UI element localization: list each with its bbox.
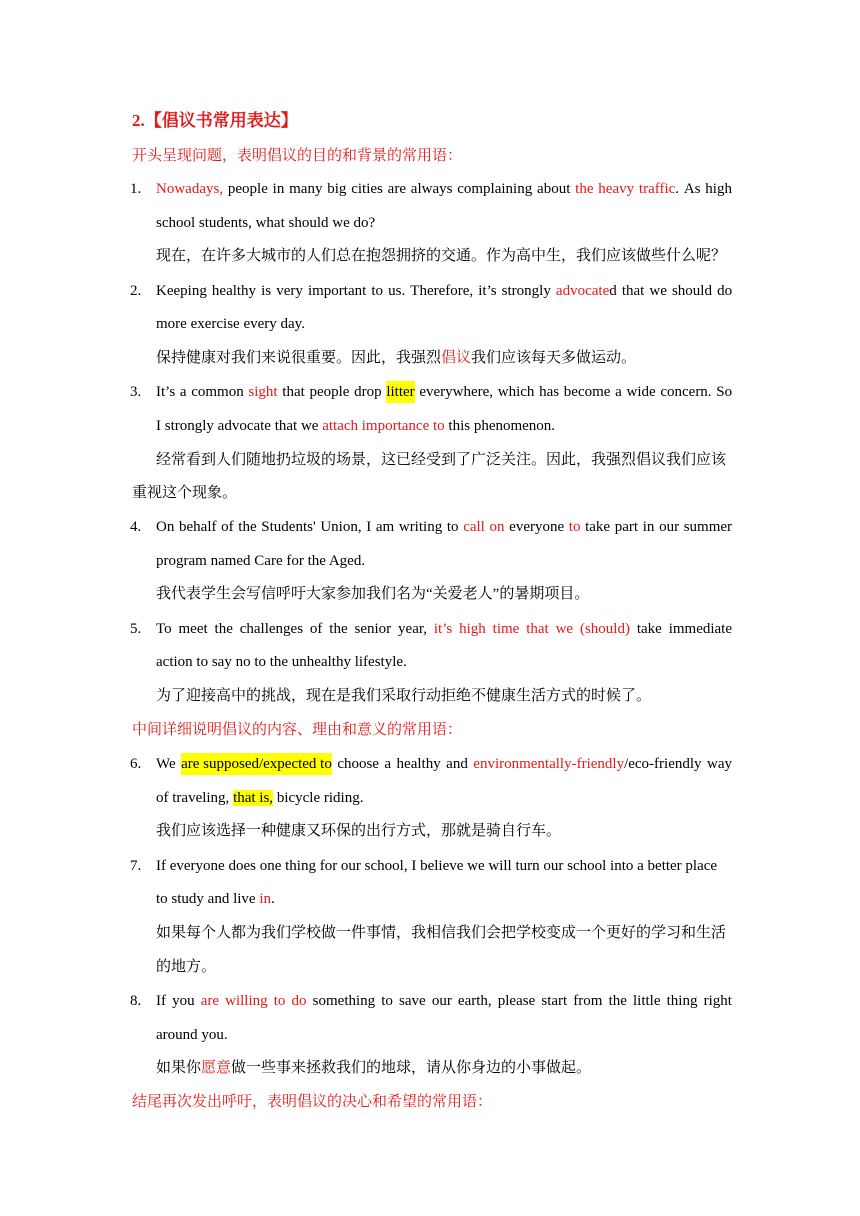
text-run: is (261, 283, 272, 299)
text-run: our (431, 993, 452, 1009)
text-run: to (273, 993, 286, 1009)
text-run: high (459, 621, 486, 637)
text-run: So (716, 384, 733, 400)
text-run: has (539, 384, 560, 400)
text-run: concern. (660, 384, 712, 400)
item-3-line-1 (156, 381, 732, 403)
text-run: it’s (433, 621, 453, 637)
item-8-line-2: around you. (156, 1027, 228, 1043)
text-run: little (633, 993, 661, 1009)
text-run: that (282, 384, 305, 400)
text-run: immediate (668, 621, 732, 637)
item-1-translation: 现在，在许多大城市的人们总在抱怨拥挤的交通。作为高中生，我们应该做些什么呢？ (156, 248, 727, 264)
text-run: something (312, 993, 376, 1009)
text-run: year, (398, 621, 428, 637)
text-run: behalf (179, 519, 217, 535)
text-run: always (410, 181, 453, 197)
text-run: 做一些事来拯救我们的地球，请从你身边的小事做起。 (231, 1060, 592, 1076)
item-number: 1. (130, 181, 142, 197)
text-run: To (156, 621, 172, 637)
text-run: summer (683, 519, 733, 535)
text-run: I strongly advocate that we (156, 418, 323, 434)
text-run: to (381, 993, 393, 1009)
text-run: way (707, 756, 732, 772)
text-run: save (399, 993, 426, 1009)
text-run: call (463, 519, 485, 535)
text-run: challenges (239, 621, 304, 637)
text-run: to (371, 283, 384, 299)
text-run: strongly (501, 283, 551, 299)
item-8-line-1 (156, 990, 732, 1012)
item-5-line-1 (156, 618, 732, 640)
text-run: on (489, 519, 505, 535)
text-run: people (309, 384, 350, 400)
text-run: complaining (457, 181, 533, 197)
item-7-line-2 (156, 888, 275, 910)
text-run: litter (386, 381, 414, 403)
item-4-line-1 (156, 516, 732, 538)
item-4-translation: 我代表学生会写信呼吁大家参加我们名为“关爱老人”的暑期项目。 (156, 586, 590, 602)
text-run: that (526, 621, 549, 637)
text-run: our (659, 519, 680, 535)
item-5-translation: 为了迎接高中的挑战，现在是我们采取行动拒绝不健康生活方式的时候了。 (156, 688, 652, 704)
item-1-line-1 (156, 178, 732, 200)
text-run: a (615, 384, 622, 400)
text-run: cities (351, 181, 383, 197)
text-run: If (156, 993, 166, 1009)
text-run: a (384, 756, 392, 772)
text-run: advocate (555, 283, 610, 299)
text-run: As (683, 181, 701, 197)
text-run: you (172, 993, 195, 1009)
text-run: many (289, 181, 323, 197)
text-run: willing (225, 993, 268, 1009)
text-run: heavy (598, 181, 635, 197)
text-run: meet (178, 621, 208, 637)
text-run: bicycle riding. (273, 790, 364, 806)
text-run: very (276, 283, 303, 299)
text-run: Keeping (156, 283, 207, 299)
item-4-line-2: program named Care for the Aged. (156, 553, 366, 569)
text-run: of (309, 621, 323, 637)
text-run: it’s (478, 283, 497, 299)
text-run: . (271, 891, 275, 907)
text-run: common (191, 384, 244, 400)
text-run: that is, (233, 790, 274, 806)
item-number: 2. (130, 283, 142, 299)
text-run: 倡议 (441, 350, 472, 366)
item-number: 4. (130, 519, 142, 535)
item-2-line-2: more exercise every day. (156, 316, 305, 332)
item-6-line-1 (156, 753, 732, 775)
text-run: about (537, 181, 571, 197)
subheading-opening: 开头呈现问题，表明倡议的目的和背景的常用语： (132, 148, 463, 164)
text-run: in (259, 891, 271, 907)
text-run: take (585, 519, 611, 535)
text-run: are supposed/expected to (181, 753, 332, 775)
text-run: writing (398, 519, 443, 535)
text-run: wide (626, 384, 656, 400)
text-run: in (272, 181, 285, 197)
item-2-line-1 (156, 280, 732, 302)
text-run: start (541, 993, 568, 1009)
text-run: this phenomenon. (444, 418, 556, 434)
text-run: traffic (638, 181, 676, 197)
text-run: thing (666, 993, 698, 1009)
text-run: the (608, 993, 627, 1009)
text-run: and (446, 756, 468, 772)
text-run: right (703, 993, 732, 1009)
item-7-translation-2: 的地方。 (156, 959, 217, 975)
text-run: senior (354, 621, 392, 637)
text-run: (should) (579, 621, 630, 637)
text-run: choose (337, 756, 379, 772)
text-run: the (329, 621, 348, 637)
text-run: Nowadays, (156, 181, 224, 197)
text-run: which (497, 384, 535, 400)
text-run: It’s (156, 384, 176, 400)
text-run: in (642, 519, 655, 535)
text-run: everywhere, (419, 384, 494, 400)
text-run: . (675, 181, 680, 197)
item-3-translation-2: 重视这个现象。 (132, 485, 238, 501)
text-run: drop (354, 384, 382, 400)
text-run: high (705, 181, 732, 197)
text-run: d (609, 283, 617, 299)
text-run: the (238, 519, 257, 535)
text-run: important (307, 283, 367, 299)
text-run: sight (248, 384, 278, 400)
text-run: On (156, 519, 175, 535)
text-run: healthy (396, 756, 441, 772)
item-6-line-2 (156, 787, 363, 809)
text-run: are (387, 181, 406, 197)
text-run: people (227, 181, 268, 197)
item-number: 3. (130, 384, 142, 400)
text-run: of traveling, (156, 790, 234, 806)
text-run: environmentally-friendly (473, 756, 625, 772)
item-7-translation-1: 如果每个人都为我们学校做一件事情，我相信我们会把学校变成一个更好的学习和生活 (156, 925, 727, 941)
text-run: to (446, 519, 459, 535)
subheading-ending: 结尾再次发出呼吁，表明倡议的决心和希望的常用语： (132, 1094, 493, 1110)
text-run: of (221, 519, 234, 535)
text-run: earth, (457, 993, 492, 1009)
text-run: time (492, 621, 520, 637)
text-run: do (717, 283, 733, 299)
text-run: are (200, 993, 220, 1009)
text-run: that (621, 283, 645, 299)
text-run: 我们应该每天多做运动。 (471, 350, 637, 366)
text-run: I (366, 519, 372, 535)
item-number: 6. (130, 756, 142, 772)
text-run: we (649, 283, 667, 299)
text-run: big (327, 181, 347, 197)
item-number: 8. (130, 993, 142, 1009)
item-5-line-2: action to say no to the unhealthy lifestyle. (156, 654, 407, 670)
item-7-line-1 (156, 855, 717, 877)
text-run: us. (388, 283, 406, 299)
text-run: should (671, 283, 712, 299)
text-run: /eco-friendly (624, 756, 702, 772)
text-run: 愿意 (201, 1060, 232, 1076)
text-run: from (573, 993, 603, 1009)
text-run: We (156, 756, 176, 772)
text-run: Therefore, (410, 283, 474, 299)
text-run: 如果你 (156, 1060, 202, 1076)
text-run: part (614, 519, 639, 535)
text-run: we (555, 621, 574, 637)
text-run: become (563, 384, 611, 400)
item-3-line-2 (156, 415, 555, 437)
text-run: healthy (211, 283, 257, 299)
text-run: take (636, 621, 662, 637)
text-run: 保持健康对我们来说很重要。因此，我强烈 (156, 350, 442, 366)
text-run: to (568, 519, 581, 535)
text-run: a (179, 384, 187, 400)
text-run: the (214, 621, 233, 637)
subheading-middle: 中间详细说明倡议的内容、理由和意义的常用语： (132, 722, 463, 738)
text-run: Union, (320, 519, 362, 535)
text-run: attach importance to (322, 418, 445, 434)
text-run: everyone (509, 519, 565, 535)
text-run: If everyone does one thing for our school, I believe we will turn our school into a better place (156, 858, 718, 874)
text-run: Students' (261, 519, 316, 535)
item-number: 5. (130, 621, 142, 637)
item-3-translation-1: 经常看到人们随地扔垃圾的场景，这已经受到了广泛关注。因此，我强烈倡议我们应该 (156, 452, 727, 468)
text-run: do (291, 993, 307, 1009)
item-1-line-2: school students, what should we do? (156, 215, 376, 231)
text-run: the (575, 181, 594, 197)
text-run: please (497, 993, 536, 1009)
item-6-translation: 我们应该选择一种健康又环保的出行方式，那就是骑自行车。 (156, 823, 562, 839)
section-title: 2.【倡议书常用表达】 (132, 111, 298, 130)
item-8-translation (156, 1057, 591, 1079)
text-run: to study and live (156, 891, 260, 907)
item-number: 7. (130, 858, 142, 874)
item-2-translation (156, 347, 636, 369)
text-run: am (375, 519, 395, 535)
